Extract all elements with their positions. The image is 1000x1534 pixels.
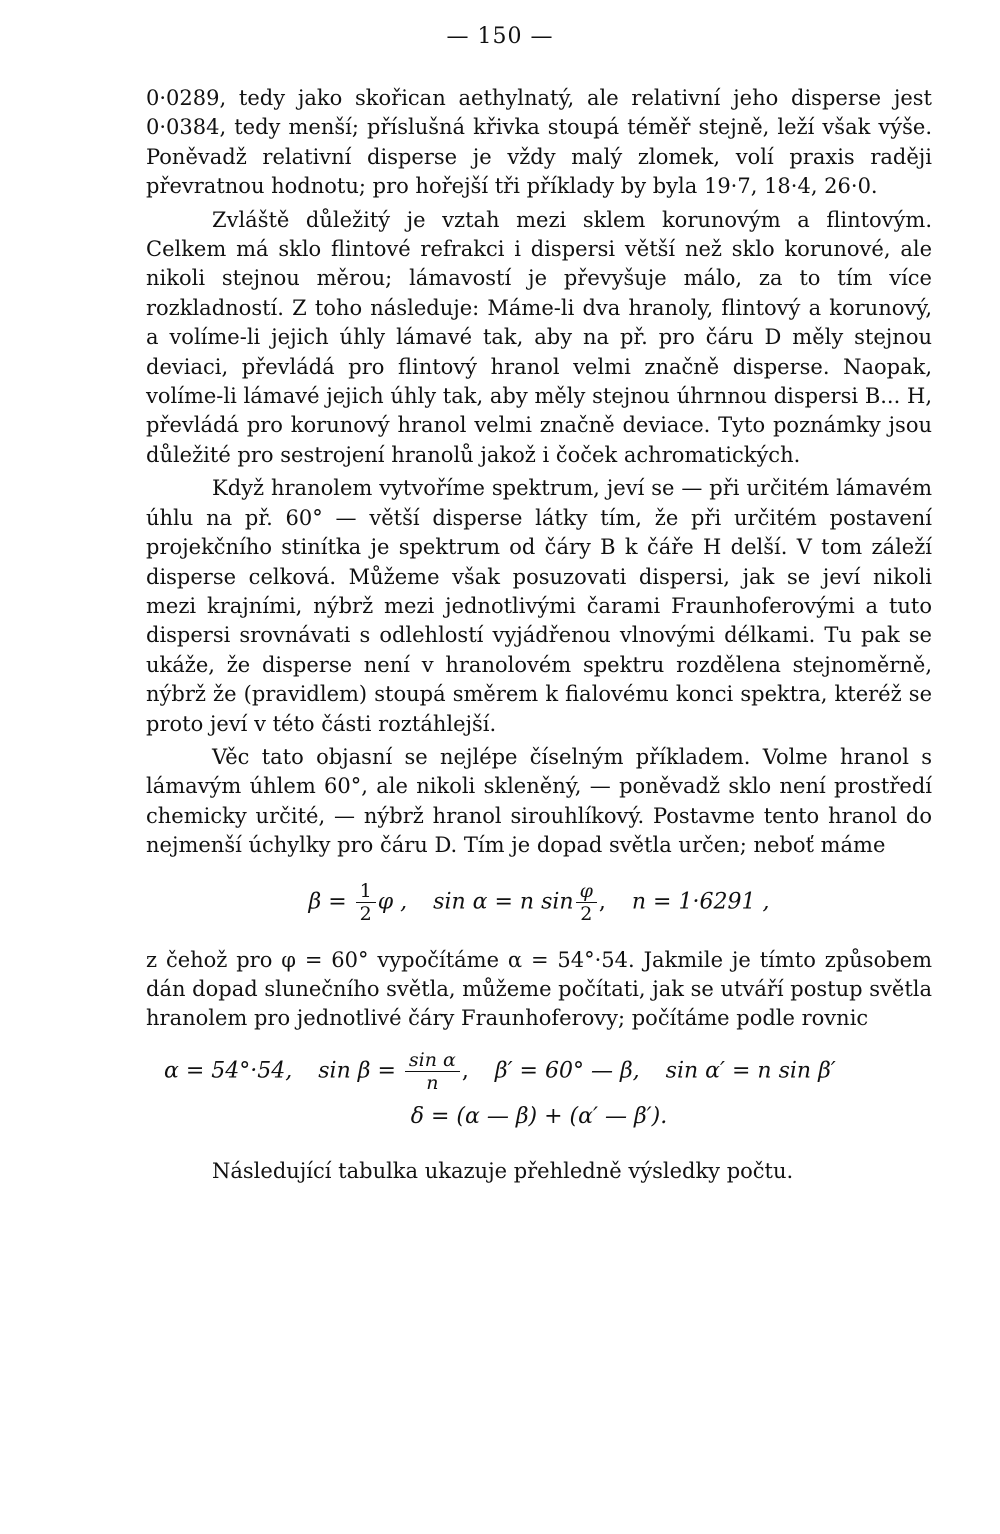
eq1-phi-numerator: φ — [576, 881, 597, 903]
eq2-fraction-numerator: sin α — [405, 1050, 460, 1072]
eq1-refractive-index: n = 1·6291 , — [631, 889, 770, 915]
paragraph-3: Když hranolem vytvoříme spektrum, jeví se — při určitém lámavém úhlu na př. 60° — větší disperse látky tím, že při určitém postavení projekčního stinítka je spektrum od čáry B k čáře H delší. V tom záleží disperse celková. Můžeme však posuzovati dispersi, jak se jeví nikoli mezi krajními, nýbrž mezi jednotlivými čarami Fraunhoferovými a tuto dispersi srovnávati s odlehlostí vyjádřenou vlnovými délkami. Tu pak se ukáže, že disperse není v hranolovém spektru rozdělena stejnoměrně, nýbrž že (pravidlem) stoupá směrem k fialovému konci spektra, kteréž se proto jeví v této části roztáhlejší. — [146, 476, 932, 736]
eq1-phi-half-fraction — [576, 881, 597, 924]
equation-minimum-deviation — [146, 881, 932, 924]
eq1-phi: φ , — [377, 889, 408, 915]
eq1-beta-lhs: β = — [308, 889, 354, 915]
eq1-comma: , — [598, 889, 606, 915]
paragraph-2: Zvláště důležitý je vztah mezi sklem korunovým a flintovým. Celkem má sklo flintové refrakci i dispersi větší než sklo korunové, ale nikoli stejnou měrou; lámavostí je převyšuje málo, za to tím více rozkladností. Z toho následuje: Máme-li dva hranoly, flintový a korunový, a volíme-li jejich úhly lámavé tak, aby na př. pro čáru D měly stejnou deviaci, převládá pro flintový hranol velmi značně disperse. Naopak, volíme-li lámavé jejich úhly tak, aby měly stejnou úhrnnou dispersi B... H, převládá pro korunový hranol velmi značně deviace. Tyto poznámky jsou důležité pro sestrojení hranolů jakož i čoček achromatických. — [146, 207, 932, 467]
eq2-alpha-value: α = 54°·54, — [164, 1058, 293, 1084]
page-number: — 150 — — [446, 24, 554, 49]
paragraph-5: z čehož pro φ = 60° vypočítáme α = 54°·54. Jakmile je tímto způsobem dán dopad slunečního světla, můžeme počítati, jak se utváří postup světla hranolem pro jednotlivé čáry Fraunhoferovy; počítáme podle rovnic — [146, 947, 932, 1031]
eq3-delta: δ = (α — β) + (α′ — β′). — [410, 1103, 668, 1129]
eq2-comma: , — [461, 1058, 469, 1084]
eq2-sin-beta: sin β = — [318, 1058, 403, 1084]
paragraph-6: Následující tabulka ukazuje přehledně výsledky počtu. — [212, 1158, 794, 1183]
eq1-sin-alpha: sin α = n sin — [433, 889, 574, 915]
eq2-beta-prime: β′ = 60° — β, — [494, 1058, 640, 1084]
eq2-fraction — [405, 1050, 460, 1093]
eq2-fraction-denominator: n — [426, 1071, 439, 1094]
paragraph-4: Věc tato objasní se nejlépe číselným příkladem. Volme hranol s lámavým úhlem 60°, ale nikoli skleněný, — poněvadž sklo není prostředí chemicky určité, — nýbrž hranol sirouhlíkový. Postavme tento hranol do nejmenší úchylky pro čáru D. Tím je dopad světla určen; neboť máme — [146, 744, 932, 858]
eq1-phi-denominator: 2 — [580, 902, 593, 925]
paragraph-1: 0·0289, tedy jako skořican aethylnatý, ale relativní jeho disperse jest 0·0384, tedy menší; příslušná křivka stoupá téměř stejně, leží však výše. Poněvadž relativní disperse je vždy malý zlomek, volí praxis raději převratnou hodnotu; pro hořejší tři příklady by byla 19·7, 18·4, 26·0. — [146, 86, 932, 199]
body-text — [146, 84, 932, 1190]
equation-ray-path — [146, 1050, 932, 1093]
equation-total-deviation — [146, 1097, 932, 1137]
eq1-half-denominator: 2 — [359, 902, 372, 925]
eq1-half-fraction — [356, 881, 376, 924]
eq2-snell-law: sin α′ = n sin β′ — [665, 1058, 836, 1084]
eq1-half-numerator: 1 — [356, 881, 376, 903]
